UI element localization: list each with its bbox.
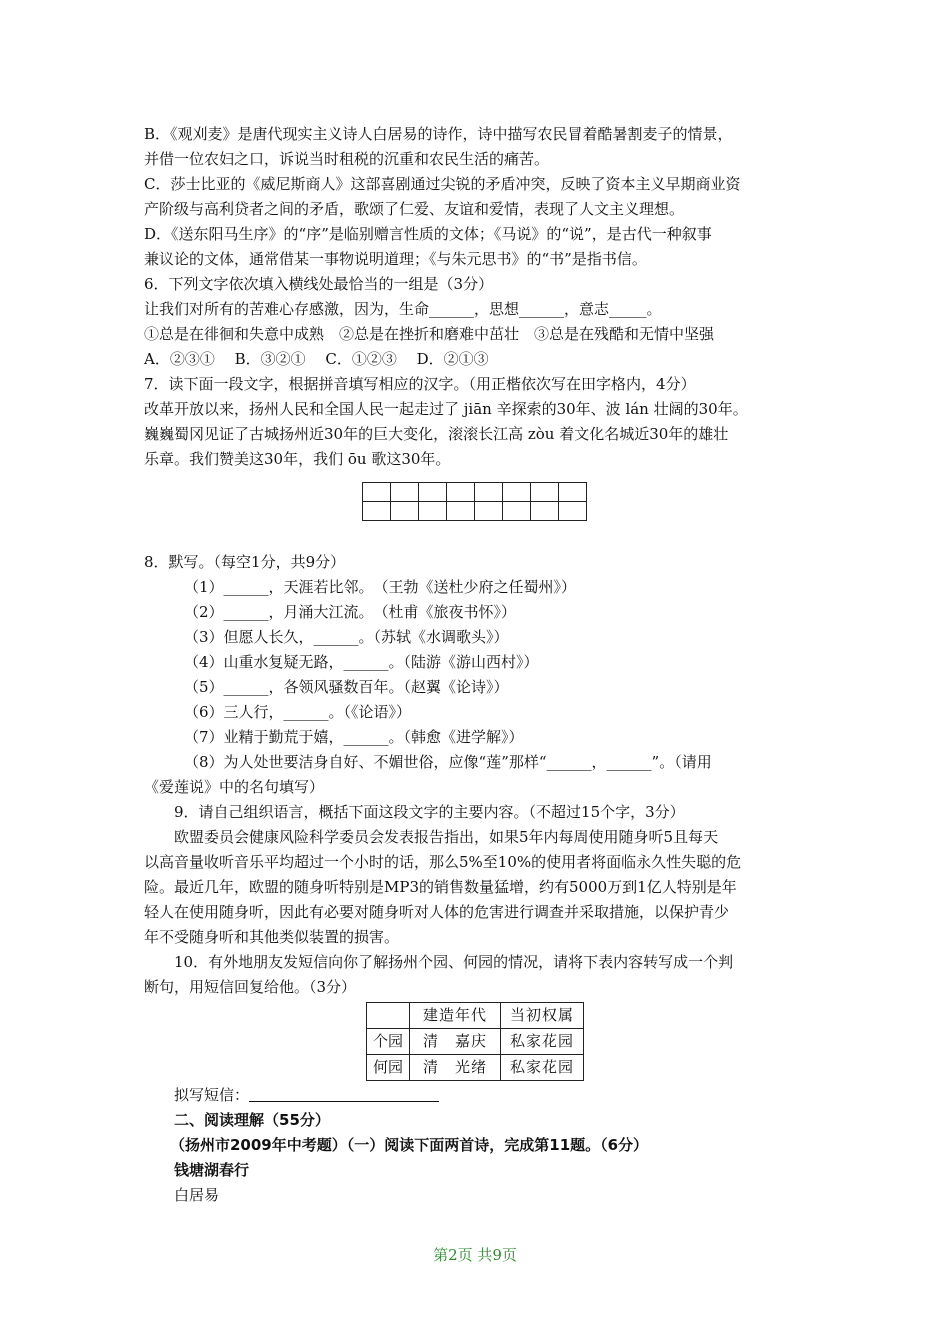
grid-cell[interactable] [475,483,503,502]
grid-cell[interactable] [363,502,391,521]
q10-line1: 10．有外地朋友发短信向你了解扬州个园、何园的情况，请将下表内容转写成一个判 [174,953,734,971]
q7-para-line3: 乐章。我们赞美这30年，我们 ōu 歌这30年。 [144,450,451,468]
page-footer: 第2页 共9页 [433,1246,517,1264]
q9-para-line1: 欧盟委员会健康风险科学委员会发表报告指出，如果5年内每周使用随身听5且每天 [174,828,719,846]
garden-table [366,1002,584,1081]
table-row [367,1029,584,1055]
page-content [144,122,812,1208]
q8-item-3: （3）但愿人长久，______。（苏轼《水调歌头》） [184,628,509,646]
table-cell: 清 嘉庆 [410,1029,501,1055]
grid-cell[interactable] [503,502,531,521]
table-header-row [367,1003,584,1029]
grid-cell[interactable] [503,483,531,502]
sms-label: 拟写短信： [174,1086,250,1104]
table-row [367,1055,584,1081]
option-d-line1: D．《送东阳马生序》的“序”是临别赠言性质的文体；《马说》的“说”，是古代一种叙事 [144,225,712,243]
grid-cell[interactable] [447,483,475,502]
q6-sentence: 让我们对所有的苦难心存感激，因为，生命______，思想______，意志_____。 [144,300,662,318]
q6-title: 6．下列文字依次填入横线处最恰当的一组是（3分） [144,275,494,293]
grid-cell[interactable] [559,483,587,502]
table-cell: 清 光绪 [410,1055,501,1081]
q7-para-line2: 巍巍蜀冈见证了古城扬州近30年的巨大变化，滚滚长江高 zòu 着文化名城近30年的雄壮 [144,425,729,443]
q9-para-line3: 险。最近几年，欧盟的随身听特别是MP3的销售数量猛增，约有5000万到1亿人特别是年 [144,878,737,896]
table-cell [367,1003,410,1029]
poem-title: 钱塘湖春行 [174,1161,250,1179]
grid-cell[interactable] [559,502,587,521]
grid-cell[interactable] [419,502,447,521]
table-cell: 私家花园 [501,1055,584,1081]
sms-answer-blank[interactable] [249,1085,439,1102]
grid-cell[interactable] [447,502,475,521]
table-cell: 私家花园 [501,1029,584,1055]
q9-para-line2: 以高音量收听音乐平均超过一个小时的话，那么5%至10%的使用者将面临永久性失聪的危 [144,853,742,871]
table-header-cell: 当初权属 [501,1003,584,1029]
section-2-heading: 二、阅读理解（55分） [174,1111,330,1129]
option-b-line2: 并借一位农妇之口，诉说当时租税的沉重和农民生活的痛苦。 [144,150,550,168]
q8-item-6: （6）三人行，______。（《论语》） [184,703,412,721]
q6-options: A．②③① B．③②① C．①②③ D．②①③ [144,350,489,368]
garden-table-wrap [144,1002,812,1081]
table-cell: 何园 [367,1055,410,1081]
grid-cell[interactable] [475,502,503,521]
q8-item-5: （5）______，各领风骚数百年。（赵翼《论诗》） [184,678,509,696]
q8-tail: 《爱莲说》中的名句填写） [144,778,325,796]
table-cell: 个园 [367,1029,410,1055]
q8-item-8: （8）为人处世要洁身自好、不媚世俗，应像“莲”那样“______，______”。（请用 [184,753,712,771]
sms-line [144,1083,812,1108]
grid-cell[interactable] [531,483,559,502]
grid-cell[interactable] [391,483,419,502]
q9-para-line4: 轻人在使用随身听，因此有必要对随身听对人体的危害进行调查并采取措施，以保护青少 [144,903,730,921]
option-c-line2: 产阶级与高利贷者之间的矛盾，歌颂了仁爱、友谊和爱情，表现了人文主义理想。 [144,200,685,218]
poem-author: 白居易 [174,1186,220,1204]
q8-item-4: （4）山重水复疑无路，______。（陆游《游山西村》） [184,653,539,671]
q8-title: 8．默写。（每空1分，共9分） [144,553,346,571]
q7-para-line1: 改革开放以来，扬州人民和全国人民一起走过了 jiān 辛探索的30年、波 lán 壮阔的30年。 [144,400,748,418]
table-header-cell: 建造年代 [410,1003,501,1029]
q6-choices: ①总是在徘徊和失意中成熟 ②总是在挫折和磨难中茁壮 ③总是在残酷和无情中坚强 [144,325,715,343]
option-d-line2: 兼议论的文体，通常借某一事物说明道理；《与朱元思书》的“书”是指书信。 [144,250,647,268]
exam-source-line: （扬州市2009年中考题）（一）阅读下面两首诗，完成第11题。（6分） [170,1136,649,1154]
grid-cell[interactable] [531,502,559,521]
q9-para-line5: 年不受随身听和其他类似装置的损害。 [144,928,400,946]
option-c-line1: C．莎士比亚的《威尼斯商人》这部喜剧通过尖锐的矛盾冲突，反映了资本主义早期商业资 [144,175,741,193]
q8-item-7: （7）业精于勤荒于嬉，______。（韩愈《进学解》） [184,728,524,746]
q10-line2: 断句，用短信回复给他。（3分） [144,978,357,996]
q7-title: 7．读下面一段文字，根据拼音填写相应的汉字。（用正楷依次写在田字格内，4分） [144,375,696,393]
tianzige-grid [144,482,812,520]
tianzige-table [362,482,587,521]
grid-cell[interactable] [363,483,391,502]
q8-item-1: （1）______，天涯若比邻。 （王勃《送杜少府之任蜀州》） [184,578,577,596]
q9-title: 9．请自己组织语言，概括下面这段文字的主要内容。（不超过15个字，3分） [174,803,685,821]
option-b-line1: B．《观刈麦》是唐代现实主义诗人白居易的诗作，诗中描写农民冒着酷暑割麦子的情景， [144,125,733,143]
grid-cell[interactable] [391,502,419,521]
q8-item-2: （2）______，月涌大江流。 （杜甫《旅夜书怀》） [184,603,517,621]
grid-cell[interactable] [419,483,447,502]
